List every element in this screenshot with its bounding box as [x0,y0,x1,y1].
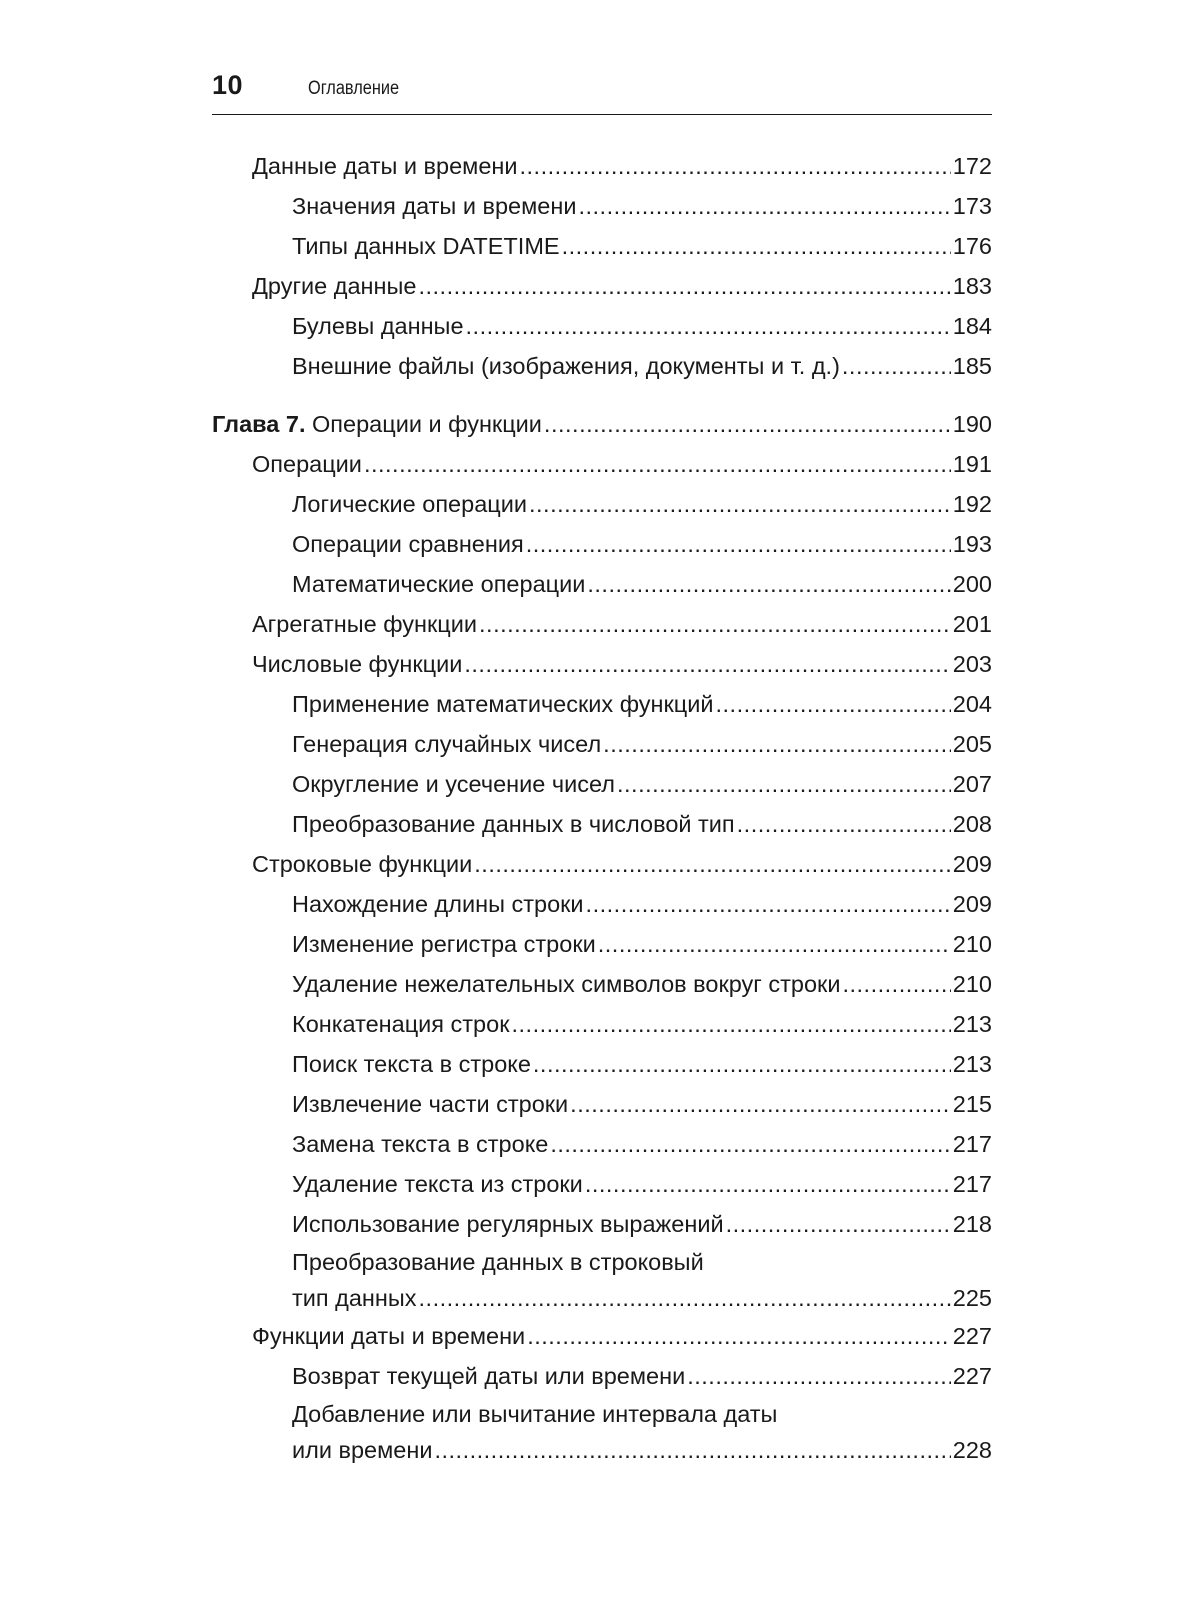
toc-entry[interactable] [212,1316,992,1356]
toc-entry-title: Удаление нежелательных символов вокруг строки [292,971,841,997]
toc-entry-page: 204 [952,691,992,717]
running-title: Оглавление [308,78,400,99]
toc-entry[interactable] [212,724,992,764]
toc-entry-continuation [292,1280,992,1316]
toc-entry-title: Логические операции [292,491,527,517]
page-header [212,64,992,115]
dot-leader [466,306,951,346]
dot-leader [842,964,950,1004]
toc-entry-title: Агрегатные функции [252,611,478,637]
toc-entry-page: 227 [952,1363,992,1389]
toc-entry-page: 208 [952,811,992,837]
toc-entry-page: 185 [952,353,992,379]
dot-leader [617,764,951,804]
toc-entry[interactable] [212,1124,992,1164]
toc-entry-title: Применение математических функций [292,691,714,717]
toc-entry-page: 183 [952,273,992,299]
chapter-title: Операции и функции [312,411,542,437]
toc-entry-page: 190 [952,411,992,437]
dot-leader [526,524,951,564]
toc-entry[interactable] [212,684,992,724]
table-of-contents [212,146,992,1468]
toc-entry-continuation [292,1432,992,1468]
dot-leader [570,1084,951,1124]
toc-entry-title: Извлечение части строки [292,1091,569,1117]
toc-entry[interactable] [212,604,992,644]
toc-entry-page: 193 [952,531,992,557]
dot-leader [687,1356,951,1396]
toc-entry-page: 213 [952,1011,992,1037]
toc-entry[interactable] [212,444,992,484]
toc-entry-page: 210 [952,931,992,957]
toc-entry-title: Внешние файлы (изображения, документы и т. д.) [292,353,840,379]
toc-entry-title: Булевы данные [292,313,464,339]
toc-entry-title: Добавление или вычитание интервала даты [292,1401,778,1427]
toc-entry-title: Строковые функции [252,851,473,877]
dot-leader [364,444,951,484]
dot-leader [464,644,950,684]
toc-entry-title: Удаление текста из строки [292,1171,583,1197]
toc-entry-title: Операции [252,451,362,477]
dot-leader [419,1280,951,1316]
toc-entry-page: 184 [952,313,992,339]
toc-entry[interactable] [212,1204,992,1244]
toc-entry[interactable] [212,524,992,564]
dot-leader [520,146,951,186]
dot-leader [511,1004,950,1044]
toc-entry-page: 217 [952,1171,992,1197]
toc-entry[interactable] [212,346,992,386]
toc-entry-title: Данные даты и времени [252,153,518,179]
toc-entry[interactable] [212,1396,992,1468]
toc-entry[interactable] [212,1084,992,1124]
dot-leader [479,604,951,644]
toc-entry-page: 207 [952,771,992,797]
toc-entry-title: Округление и усечение чисел [292,771,615,797]
toc-entry[interactable] [212,924,992,964]
toc-entry-page: 205 [952,731,992,757]
dot-leader [533,1044,951,1084]
toc-entry-title: Использование регулярных выражений [292,1211,724,1237]
toc-chapter-entry[interactable] [212,404,992,444]
toc-entry[interactable] [212,186,992,226]
toc-entry-page: 209 [952,851,992,877]
dot-leader [562,226,951,266]
toc-entry-page: 200 [952,571,992,597]
toc-entry-title [212,404,542,444]
toc-entry-title: тип данных [292,1285,417,1311]
page-number: 10 [212,70,244,100]
toc-entry-page: 228 [952,1437,992,1463]
toc-entry[interactable] [212,564,992,604]
toc-entry[interactable] [212,1004,992,1044]
toc-entry[interactable] [212,804,992,844]
toc-entry[interactable] [212,146,992,186]
dot-leader [585,1164,951,1204]
toc-entry-title: Типы данных DATETIME [292,233,560,259]
toc-entry[interactable] [212,884,992,924]
dot-leader [598,924,951,964]
toc-entry-title: Преобразование данных в числовой тип [292,811,735,837]
toc-entry-title: или времени [292,1437,433,1463]
dot-leader [434,1432,950,1468]
dot-leader [737,804,951,844]
dot-leader [726,1204,951,1244]
toc-entry[interactable] [212,764,992,804]
page [212,64,992,115]
toc-entry[interactable] [212,844,992,884]
toc-entry-page: 217 [952,1131,992,1157]
dot-leader [529,484,951,524]
dot-leader [474,844,951,884]
toc-entry-title: Замена текста в строке [292,1131,549,1157]
toc-entry-title: Преобразование данных в строковый [292,1249,704,1275]
toc-entry-title: Операции сравнения [292,531,524,557]
toc-entry-title: Функции даты и времени [252,1323,526,1349]
toc-entry[interactable] [212,1044,992,1084]
toc-entry-page: 176 [952,233,992,259]
toc-entry-page: 201 [952,611,992,637]
toc-entry[interactable] [212,1164,992,1204]
dot-leader [716,684,951,724]
toc-entry-page: 191 [952,451,992,477]
toc-entry-page: 210 [952,971,992,997]
dot-leader [544,404,951,444]
toc-entry[interactable] [212,1244,992,1316]
toc-entry-title: Числовые функции [252,651,463,677]
toc-entry-page: 213 [952,1051,992,1077]
toc-entry-title: Конкатенация строк [292,1011,510,1037]
toc-entry-title: Математические операции [292,571,586,597]
toc-entry-title: Возврат текущей даты или времени [292,1363,686,1389]
toc-entry-title: Другие данные [252,273,417,299]
toc-entry-title: Нахождение длины строки [292,891,584,917]
toc-entry-page: 172 [952,153,992,179]
toc-entry-page: 215 [952,1091,992,1117]
dot-leader [418,266,950,306]
toc-entry-page: 203 [952,651,992,677]
toc-entry[interactable] [212,644,992,684]
toc-entry[interactable] [212,306,992,346]
dot-leader [603,724,951,764]
toc-entry-page: 192 [952,491,992,517]
toc-entry-page: 209 [952,891,992,917]
toc-entry[interactable] [212,484,992,524]
toc-entry[interactable] [212,1356,992,1396]
chapter-label: Глава 7. [212,411,306,437]
dot-leader [587,564,950,604]
dot-leader [586,884,951,924]
toc-entry-title: Изменение регистра строки [292,931,596,957]
toc-entry-page: 218 [952,1211,992,1237]
dot-leader [842,346,951,386]
toc-entry-page: 225 [952,1285,992,1311]
toc-entry[interactable] [212,226,992,266]
dot-leader [550,1124,950,1164]
toc-entry-title: Значения даты и времени [292,193,577,219]
toc-entry-title: Поиск текста в строке [292,1051,531,1077]
dot-leader [527,1316,951,1356]
toc-entry-title: Генерация случайных чисел [292,731,602,757]
toc-entry-page: 227 [952,1323,992,1349]
toc-entry-page: 173 [952,193,992,219]
toc-entry[interactable] [212,964,992,1004]
toc-entry[interactable] [212,266,992,306]
dot-leader [578,186,950,226]
